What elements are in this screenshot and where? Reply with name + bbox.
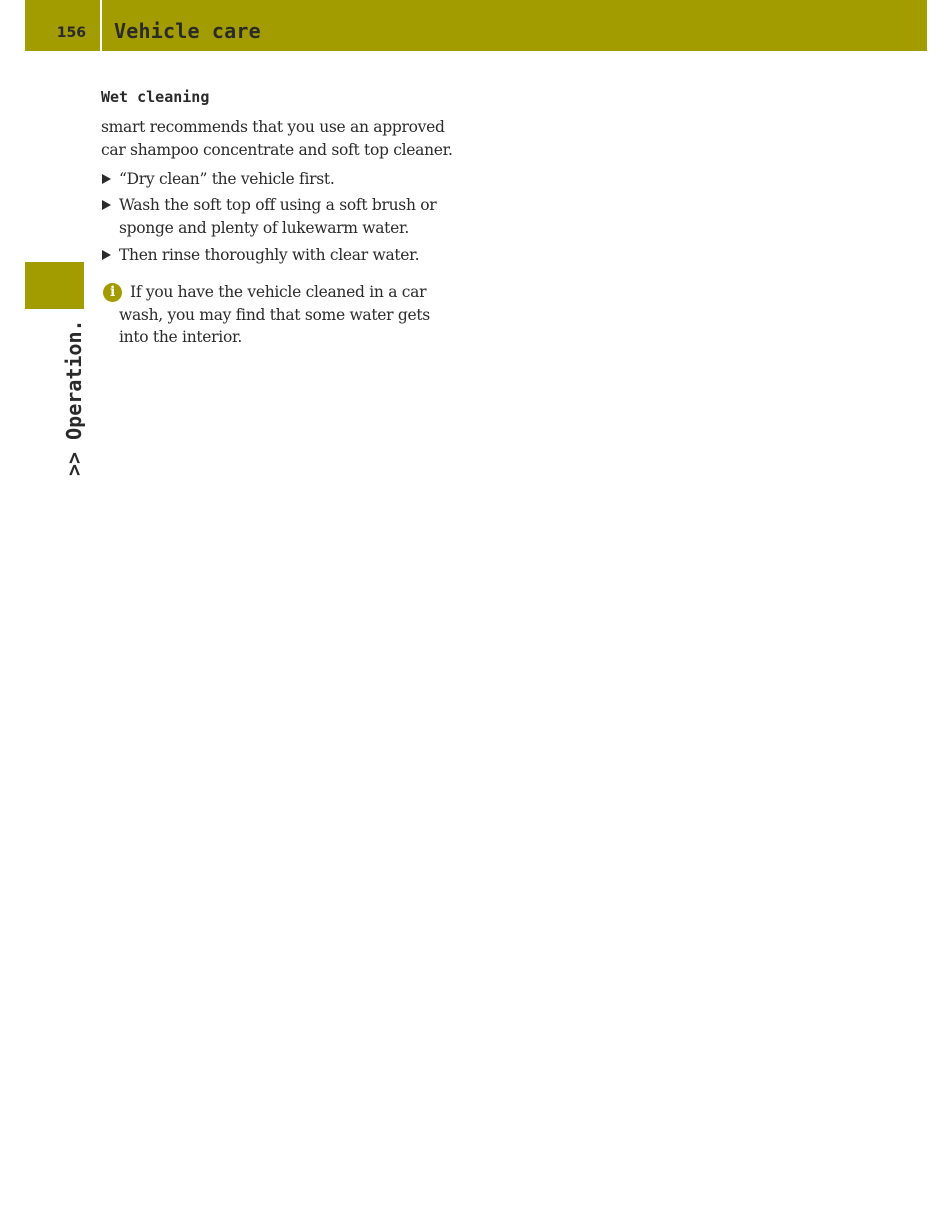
- section-heading: Wet cleaning: [101, 88, 210, 106]
- instruction-step: [101, 194, 461, 240]
- step-text: “Dry clean” the vehicle first.: [119, 169, 335, 188]
- page-title: Vehicle care: [114, 19, 261, 43]
- step-text: Wash the soft top off using a soft brush or sponge and plenty of lukewarm water.: [119, 196, 437, 238]
- instruction-step: [101, 244, 461, 267]
- main-content: [101, 86, 461, 349]
- triangle-bullet-icon: [102, 200, 111, 210]
- intro-paragraph: smart recommends that you use an approved car shampoo concentrate and soft top cleaner.: [101, 118, 453, 159]
- triangle-bullet-icon: [102, 250, 111, 260]
- info-icon: i: [103, 283, 122, 302]
- page-number: 156: [56, 25, 86, 41]
- note-text: If you have the vehicle cleaned in a car wash, you may find that some water gets into the interior.: [119, 282, 430, 347]
- header-divider: [100, 0, 102, 51]
- step-text: Then rinse thoroughly with clear water.: [119, 245, 420, 264]
- triangle-bullet-icon: [102, 174, 111, 184]
- chapter-side-label: >> Operation.: [62, 319, 86, 476]
- chapter-tab-marker: [25, 262, 84, 309]
- instruction-step: [101, 168, 461, 191]
- info-note: [101, 281, 461, 349]
